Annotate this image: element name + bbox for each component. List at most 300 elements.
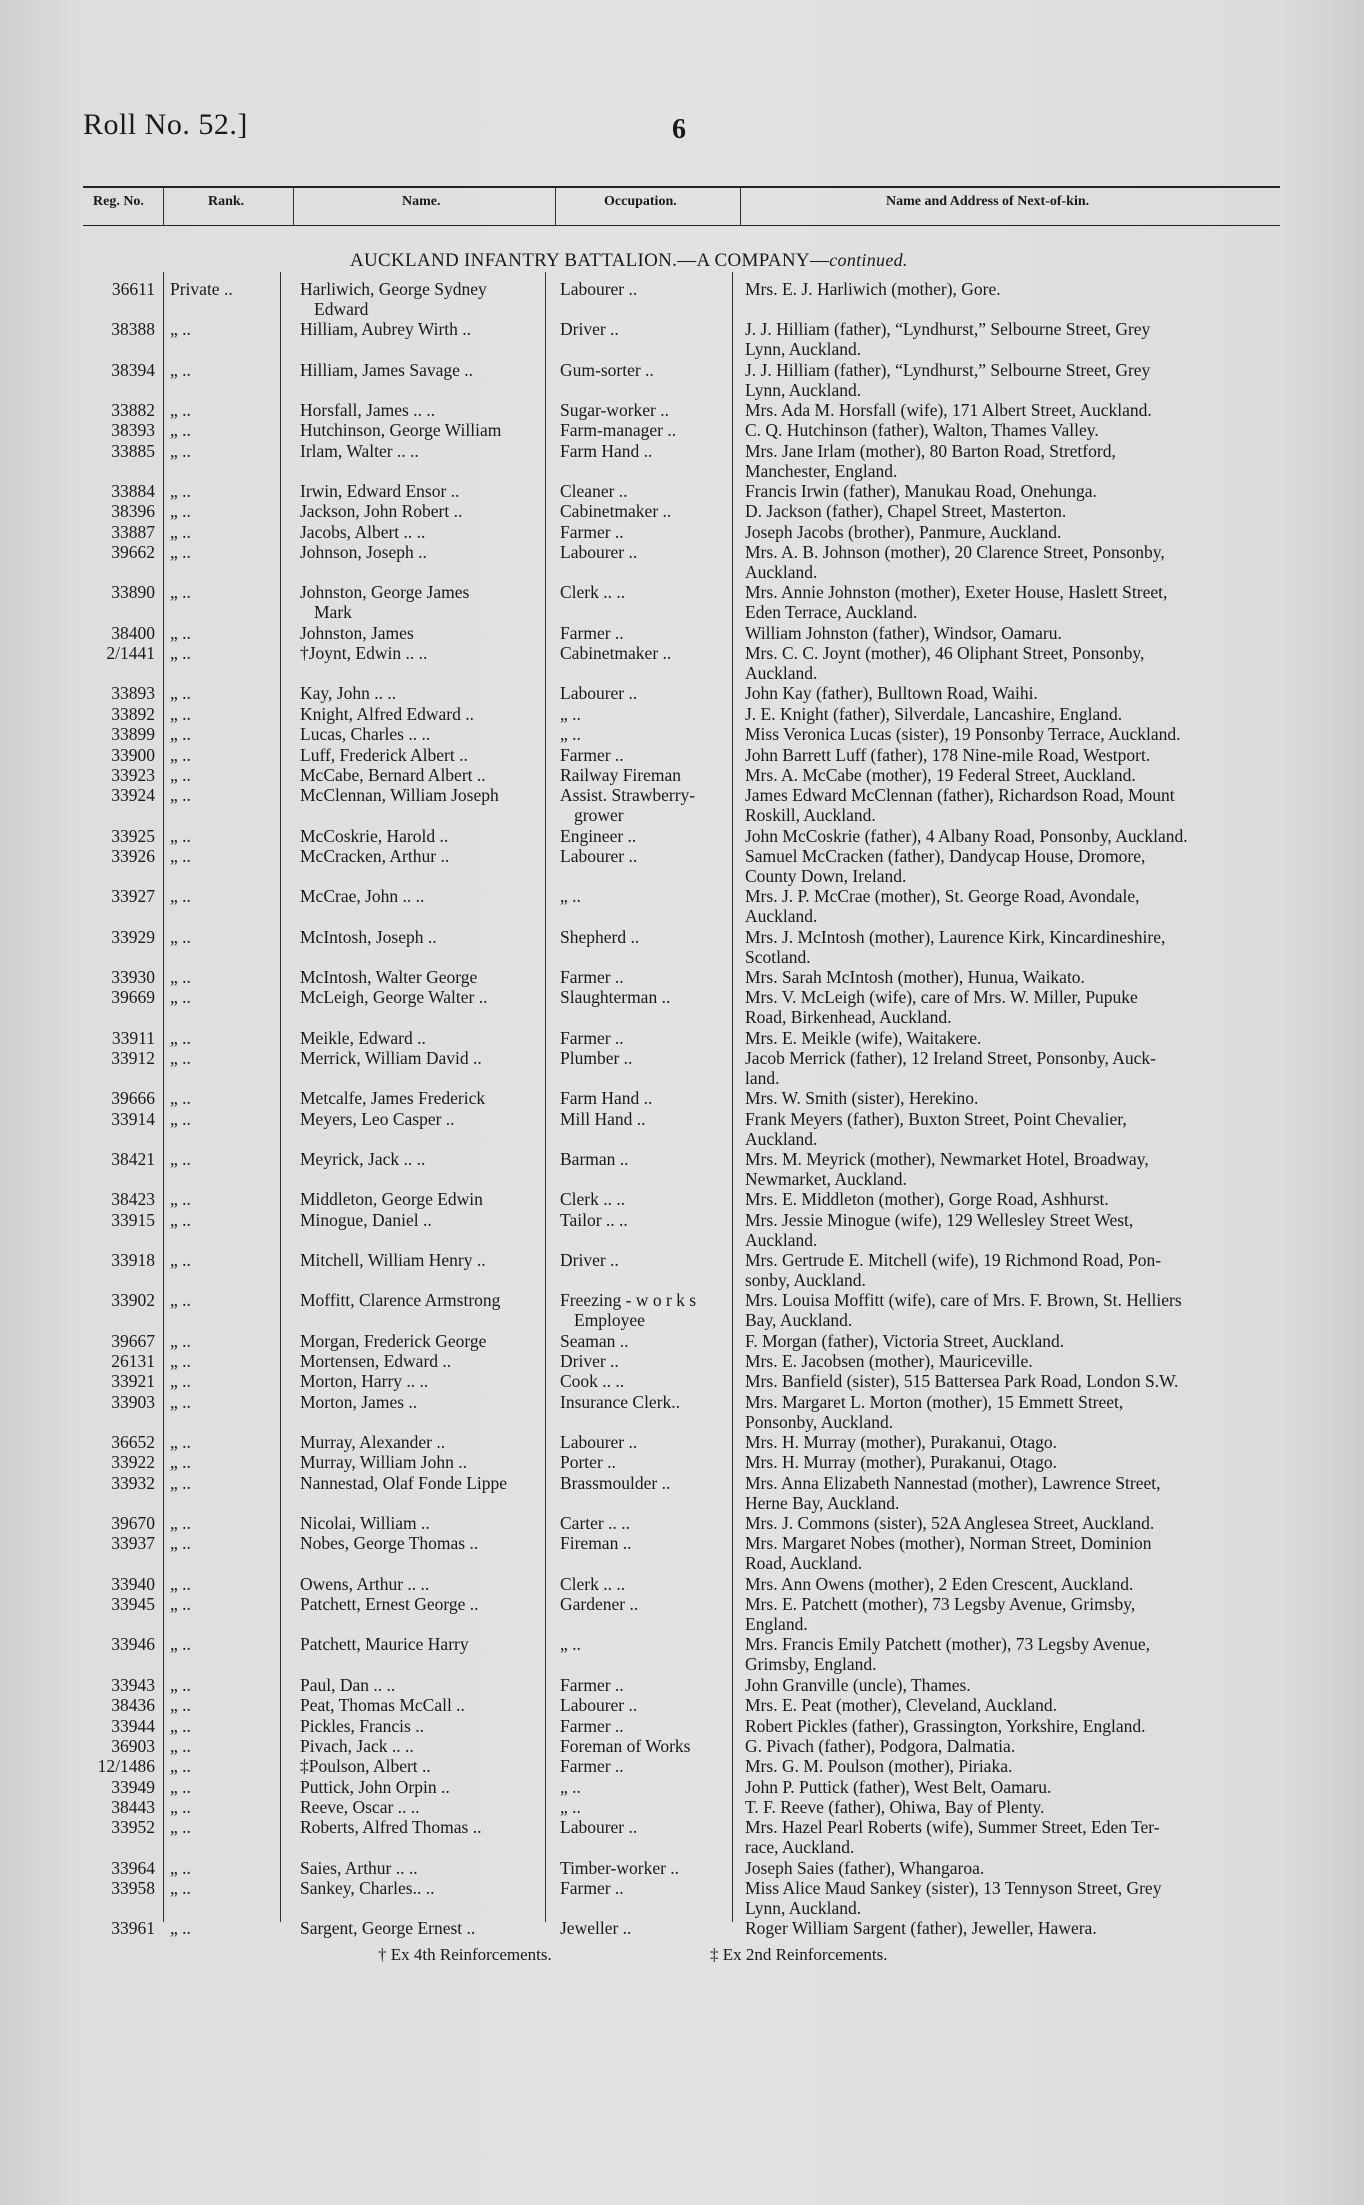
- reg-number-text: 36903: [111, 1735, 155, 1756]
- occupation-cell: [560, 987, 720, 1007]
- next-of-kin-cell: [745, 1250, 1285, 1290]
- next-of-kin-cell: [745, 643, 1285, 683]
- soldier-name-cell: [300, 643, 540, 663]
- occupation-text: „ ..: [560, 703, 581, 724]
- reg-number-cell: [60, 1878, 155, 1898]
- rank-cell: [170, 785, 280, 805]
- rank-text: „ ..: [170, 1047, 191, 1068]
- occupation-cell: [560, 400, 720, 420]
- rank-cell: [170, 826, 280, 846]
- occupation-text: Labourer ..: [560, 683, 638, 704]
- occupation-text: Cook .. ..: [560, 1371, 625, 1392]
- rank-text: „ ..: [170, 359, 191, 380]
- reg-number-cell: [60, 501, 155, 521]
- reg-number-cell: [60, 1918, 155, 1938]
- soldier-name-text: Saies, Arthur .. ..: [300, 1857, 418, 1878]
- occupation-text: Timber-worker ..: [560, 1857, 680, 1878]
- rank-text: „ ..: [170, 1472, 191, 1493]
- occupation-cell: [560, 360, 720, 380]
- next-of-kin-cell: [745, 1675, 1285, 1695]
- reg-number-text: 33911: [111, 1027, 155, 1048]
- reg-number-text: 33926: [111, 845, 155, 866]
- table-row: [0, 1371, 1364, 1391]
- soldier-name-cell: [300, 1432, 540, 1452]
- next-of-kin-text: Mrs. Jessie Minogue (wife), 129 Wellesley Street West,: [745, 1209, 1134, 1230]
- occupation-cell: [560, 1878, 720, 1898]
- rank-cell: [170, 582, 280, 602]
- reg-number-cell: [60, 1452, 155, 1472]
- reg-number-text: 33890: [111, 582, 155, 603]
- occupation-text: Foreman of Works: [560, 1735, 691, 1756]
- next-of-kin-continuation: sonby, Auckland.: [745, 1270, 866, 1290]
- next-of-kin-cell: [745, 826, 1285, 846]
- next-of-kin-text: Mrs. W. Smith (sister), Herekino.: [745, 1088, 979, 1109]
- table-row: [0, 846, 1364, 886]
- next-of-kin-text: John Barrett Luff (father), 178 Nine-mile Road, Westport.: [745, 744, 1151, 765]
- rank-text: „ ..: [170, 521, 191, 542]
- next-of-kin-cell: [745, 360, 1285, 400]
- next-of-kin-cell: [745, 582, 1285, 622]
- next-of-kin-cell: [745, 1736, 1285, 1756]
- table-row: [0, 1736, 1364, 1756]
- reg-number-cell: [60, 1675, 155, 1695]
- reg-number-cell: [60, 643, 155, 663]
- soldier-name-cell: [300, 1918, 540, 1938]
- footnote-fourth-reinforcements: † Ex 4th Reinforcements.: [378, 1945, 552, 1964]
- occupation-cell: [560, 846, 720, 866]
- next-of-kin-cell: [745, 1371, 1285, 1391]
- next-of-kin-text: Mrs. E. Peat (mother), Cleveland, Auckland.: [745, 1695, 1058, 1716]
- next-of-kin-cell: [745, 1777, 1285, 1797]
- soldier-name-cell: [300, 319, 540, 339]
- next-of-kin-cell: [745, 1210, 1285, 1250]
- soldier-name-cell: [300, 967, 540, 987]
- table-row: [0, 1432, 1364, 1452]
- column-header-occupation: Occupation.: [604, 194, 677, 209]
- occupation-text: Slaughterman ..: [560, 987, 671, 1008]
- occupation-text: „ ..: [560, 1796, 581, 1817]
- soldier-name-text: Murray, Alexander ..: [300, 1432, 446, 1453]
- next-of-kin-text: Mrs. A. B. Johnson (mother), 20 Clarence Street, Ponsonby,: [745, 542, 1165, 563]
- next-of-kin-continuation: Grimsby, England.: [745, 1654, 877, 1675]
- soldier-name-cell: [300, 886, 540, 906]
- next-of-kin-cell: [745, 1473, 1285, 1513]
- rank-text: „ ..: [170, 966, 191, 987]
- reg-number-cell: [60, 1594, 155, 1614]
- soldier-name-text: Johnston, George James: [300, 582, 470, 603]
- occupation-cell: [560, 1210, 720, 1230]
- next-of-kin-text: Mrs. E. Jacobsen (mother), Mauriceville.: [745, 1351, 1033, 1372]
- next-of-kin-text: Roger William Sargent (father), Jeweller, Hawera.: [745, 1918, 1097, 1939]
- occupation-text: Plumber ..: [560, 1047, 633, 1068]
- next-of-kin-continuation: Lynn, Auckland.: [745, 379, 862, 400]
- next-of-kin-text: Mrs. H. Murray (mother), Purakanui, Otago.: [745, 1432, 1058, 1453]
- table-row: [0, 481, 1364, 501]
- reg-number-text: 33914: [111, 1108, 155, 1129]
- table-row: [0, 1594, 1364, 1634]
- next-of-kin-cell: [745, 501, 1285, 521]
- table-row: [0, 1189, 1364, 1209]
- next-of-kin-text: Mrs. Annie Johnston (mother), Exeter House, Haslett Street,: [745, 582, 1168, 603]
- next-of-kin-cell: [745, 1918, 1285, 1938]
- soldier-name-cell: [300, 1189, 540, 1209]
- next-of-kin-text: Robert Pickles (father), Grassington, Yorkshire, England.: [745, 1715, 1146, 1736]
- table-row: [0, 522, 1364, 542]
- soldier-name-cell: [300, 1675, 540, 1695]
- next-of-kin-text: Mrs. Margaret Nobes (mother), Norman Street, Dominion: [745, 1533, 1152, 1554]
- next-of-kin-text: John McCoskrie (father), 4 Albany Road, Ponsonby, Auckland.: [745, 825, 1188, 846]
- next-of-kin-continuation: Scotland.: [745, 946, 811, 967]
- next-of-kin-cell: [745, 1392, 1285, 1432]
- reg-number-text: 38393: [111, 420, 155, 441]
- table-row: [0, 1777, 1364, 1797]
- rank-cell: [170, 1028, 280, 1048]
- rank-text: „ ..: [170, 420, 191, 441]
- occupation-text: Farmer ..: [560, 1674, 624, 1695]
- soldier-name-text: Johnston, James: [300, 622, 414, 643]
- rank-cell: [170, 1817, 280, 1837]
- reg-number-cell: [60, 400, 155, 420]
- reg-number-cell: [60, 582, 155, 602]
- soldier-name-text: Morton, James ..: [300, 1391, 418, 1412]
- rank-text: „ ..: [170, 1330, 191, 1351]
- reg-number-text: 33893: [111, 683, 155, 704]
- next-of-kin-text: C. Q. Hutchinson (father), Walton, Thames Valley.: [745, 420, 1099, 441]
- table-row: [0, 927, 1364, 967]
- next-of-kin-text: Mrs. E. Meikle (wife), Waitakere.: [745, 1027, 982, 1048]
- occupation-cell: [560, 1594, 720, 1614]
- rank-text: „ ..: [170, 1857, 191, 1878]
- next-of-kin-text: Mrs. J. Commons (sister), 52A Anglesea Street, Auckland.: [745, 1513, 1155, 1534]
- table-row: [0, 501, 1364, 521]
- soldier-name-text: McCabe, Bernard Albert ..: [300, 764, 486, 785]
- soldier-name-cell: [300, 704, 540, 724]
- table-row: [0, 967, 1364, 987]
- soldier-name-cell: [300, 582, 540, 622]
- soldier-name-cell: [300, 785, 540, 805]
- rank-text: „ ..: [170, 1290, 191, 1311]
- occupation-text: Driver ..: [560, 1351, 619, 1372]
- soldier-name-continuation: Mark: [314, 602, 352, 623]
- next-of-kin-cell: [745, 400, 1285, 420]
- next-of-kin-text: Francis Irwin (father), Manukau Road, Onehunga.: [745, 481, 1097, 502]
- reg-number-text: 33943: [111, 1674, 155, 1695]
- table-row: [0, 400, 1364, 420]
- occupation-cell: [560, 1777, 720, 1797]
- soldier-name-cell: [300, 1452, 540, 1472]
- soldier-name-text: McCrae, John .. ..: [300, 886, 425, 907]
- rank-cell: [170, 1392, 280, 1412]
- reg-number-text: 33952: [111, 1817, 155, 1838]
- reg-number-cell: [60, 1210, 155, 1230]
- soldier-name-text: Pivach, Jack .. ..: [300, 1735, 414, 1756]
- table-row: [0, 1109, 1364, 1149]
- occupation-cell: [560, 1250, 720, 1270]
- occupation-cell: [560, 1756, 720, 1776]
- table-row: [0, 441, 1364, 481]
- rank-cell: [170, 1432, 280, 1452]
- soldier-name-cell: [300, 420, 540, 440]
- occupation-text: Driver ..: [560, 319, 619, 340]
- rank-text: „ ..: [170, 1634, 191, 1655]
- soldier-name-cell: [300, 360, 540, 380]
- reg-number-text: 38421: [111, 1148, 155, 1169]
- table-row: [0, 1028, 1364, 1048]
- next-of-kin-text: Mrs. Ann Owens (mother), 2 Eden Crescent, Auckland.: [745, 1573, 1134, 1594]
- reg-number-cell: [60, 360, 155, 380]
- soldier-name-text: Lucas, Charles .. ..: [300, 724, 431, 745]
- table-row: [0, 765, 1364, 785]
- table-row: [0, 1878, 1364, 1918]
- occupation-cell: [560, 1736, 720, 1756]
- rank-cell: [170, 481, 280, 501]
- next-of-kin-cell: [745, 1878, 1285, 1918]
- rank-cell: [170, 1675, 280, 1695]
- reg-number-text: 33912: [111, 1047, 155, 1068]
- reg-number-cell: [60, 1473, 155, 1493]
- rank-cell: [170, 501, 280, 521]
- next-of-kin-text: Mrs. Jane Irlam (mother), 80 Barton Road, Stretford,: [745, 440, 1116, 461]
- soldier-name-cell: [300, 441, 540, 461]
- next-of-kin-text: James Edward McClennan (father), Richardson Road, Mount: [745, 785, 1175, 806]
- soldier-name-text: McClennan, William Joseph: [300, 785, 499, 806]
- occupation-cell: [560, 1473, 720, 1493]
- reg-number-text: 38436: [111, 1695, 155, 1716]
- reg-number-cell: [60, 1290, 155, 1310]
- occupation-cell: [560, 724, 720, 744]
- rank-cell: [170, 1574, 280, 1594]
- next-of-kin-text: Samuel McCracken (father), Dandycap House, Dromore,: [745, 845, 1146, 866]
- table-row: [0, 724, 1364, 744]
- occupation-text: Farmer ..: [560, 966, 624, 987]
- reg-number-cell: [60, 1716, 155, 1736]
- next-of-kin-cell: [745, 1149, 1285, 1189]
- rank-cell: [170, 683, 280, 703]
- table-row: [0, 1634, 1364, 1674]
- next-of-kin-text: J. J. Hilliam (father), “Lyndhurst,” Selbourne Street, Grey: [745, 319, 1151, 340]
- soldier-name-text: Horsfall, James .. ..: [300, 400, 436, 421]
- occupation-text: Clerk .. ..: [560, 1573, 626, 1594]
- column-header-next-of-kin: Name and Address of Next-of-kin.: [886, 194, 1090, 209]
- rank-cell: [170, 1878, 280, 1898]
- table-row: [0, 420, 1364, 440]
- next-of-kin-cell: [745, 623, 1285, 643]
- rank-cell: [170, 1777, 280, 1797]
- soldier-name-text: McCoskrie, Harold ..: [300, 825, 449, 846]
- next-of-kin-continuation: race, Auckland.: [745, 1837, 855, 1858]
- table-row: [0, 1574, 1364, 1594]
- table-row: [0, 279, 1364, 319]
- reg-number-cell: [60, 441, 155, 461]
- reg-number-cell: [60, 785, 155, 805]
- rank-text: „ ..: [170, 703, 191, 724]
- occupation-text: Mill Hand ..: [560, 1108, 646, 1129]
- rank-cell: [170, 1473, 280, 1493]
- occupation-text: Sugar-worker ..: [560, 400, 669, 421]
- next-of-kin-text: F. Morgan (father), Victoria Street, Auckland.: [745, 1330, 1065, 1351]
- column-header-name: Name.: [402, 194, 441, 209]
- occupation-cell: [560, 643, 720, 663]
- reg-number-cell: [60, 1189, 155, 1209]
- rank-text: „ ..: [170, 1533, 191, 1554]
- next-of-kin-text: Mrs. Gertrude E. Mitchell (wife), 19 Richmond Road, Pon-: [745, 1250, 1162, 1270]
- reg-number-text: 38423: [111, 1189, 155, 1210]
- rank-cell: [170, 522, 280, 542]
- next-of-kin-cell: [745, 279, 1285, 299]
- soldier-name-text: Reeve, Oscar .. ..: [300, 1796, 420, 1817]
- rank-cell: [170, 1109, 280, 1129]
- rank-text: „ ..: [170, 440, 191, 461]
- soldier-name-cell: [300, 846, 540, 866]
- table-row: [0, 745, 1364, 765]
- reg-number-text: 33946: [111, 1634, 155, 1655]
- reg-number-cell: [60, 704, 155, 724]
- soldier-name-cell: [300, 501, 540, 521]
- soldier-name-text: Mitchell, William Henry ..: [300, 1250, 486, 1270]
- occupation-text: Labourer ..: [560, 1432, 638, 1453]
- occupation-text: Gardener ..: [560, 1594, 639, 1615]
- reg-number-cell: [60, 745, 155, 765]
- next-of-kin-continuation: Herne Bay, Auckland.: [745, 1492, 900, 1513]
- occupation-text: Porter ..: [560, 1452, 616, 1473]
- occupation-text: „ ..: [560, 724, 581, 745]
- rank-text: „ ..: [170, 1817, 191, 1838]
- soldier-name-cell: [300, 683, 540, 703]
- occupation-cell: [560, 745, 720, 765]
- occupation-cell: [560, 1048, 720, 1068]
- rank-cell: [170, 1533, 280, 1553]
- soldier-name-text: Luff, Frederick Albert ..: [300, 744, 468, 765]
- rank-cell: [170, 1250, 280, 1270]
- soldier-name-cell: [300, 1574, 540, 1594]
- next-of-kin-cell: [745, 441, 1285, 481]
- reg-number-text: 33949: [111, 1776, 155, 1797]
- reg-number-cell: [60, 1797, 155, 1817]
- reg-number-cell: [60, 481, 155, 501]
- table-row: [0, 1088, 1364, 1108]
- next-of-kin-continuation: Newmarket, Auckland.: [745, 1168, 907, 1189]
- next-of-kin-text: Jacob Merrick (father), 12 Ireland Street, Ponsonby, Auck-: [745, 1047, 1156, 1068]
- occupation-cell: [560, 927, 720, 947]
- soldier-name-cell: [300, 1858, 540, 1878]
- occupation-text: Farm-manager ..: [560, 420, 677, 441]
- rank-cell: [170, 1513, 280, 1533]
- reg-number-text: 39670: [111, 1513, 155, 1534]
- rank-cell: [170, 1716, 280, 1736]
- next-of-kin-cell: [745, 1513, 1285, 1533]
- occupation-cell: [560, 420, 720, 440]
- soldier-name-cell: [300, 481, 540, 501]
- rank-cell: [170, 1797, 280, 1817]
- reg-number-cell: [60, 1858, 155, 1878]
- soldier-name-cell: [300, 1331, 540, 1351]
- rank-text: „ ..: [170, 1209, 191, 1230]
- rank-cell: [170, 1695, 280, 1715]
- soldier-name-cell: [300, 745, 540, 765]
- occupation-text: Farmer ..: [560, 1756, 624, 1777]
- occupation-cell: [560, 683, 720, 703]
- reg-number-cell: [60, 1513, 155, 1533]
- next-of-kin-continuation: County Down, Ireland.: [745, 865, 907, 886]
- next-of-kin-text: Mrs. J. McIntosh (mother), Laurence Kirk, Kincardineshire,: [745, 926, 1166, 947]
- soldier-name-text: Paul, Dan .. ..: [300, 1674, 396, 1695]
- soldier-name-cell: [300, 1594, 540, 1614]
- rank-text: „ ..: [170, 1371, 191, 1392]
- reg-number-cell: [60, 1756, 155, 1776]
- soldier-name-text: Patchett, Maurice Harry: [300, 1634, 469, 1655]
- occupation-text: Jeweller ..: [560, 1918, 632, 1939]
- table-row: [0, 1048, 1364, 1088]
- occupation-cell: [560, 785, 720, 825]
- occupation-text: Clerk .. ..: [560, 1189, 626, 1210]
- header-top-rule: [83, 186, 1280, 188]
- next-of-kin-cell: [745, 927, 1285, 967]
- soldier-name-text: Owens, Arthur .. ..: [300, 1573, 430, 1594]
- reg-number-text: 33940: [111, 1573, 155, 1594]
- next-of-kin-cell: [745, 1109, 1285, 1149]
- soldier-name-text: Harliwich, George Sydney: [300, 279, 487, 299]
- soldier-name-text: Irlam, Walter .. ..: [300, 440, 419, 461]
- soldier-name-cell: [300, 542, 540, 562]
- soldier-name-cell: [300, 765, 540, 785]
- soldier-name-text: McIntosh, Joseph ..: [300, 926, 437, 947]
- column-header-reg: Reg. No.: [93, 194, 144, 209]
- occupation-cell: [560, 1088, 720, 1108]
- reg-number-text: 38388: [111, 319, 155, 340]
- next-of-kin-cell: [745, 1432, 1285, 1452]
- occupation-text: Farmer ..: [560, 744, 624, 765]
- rank-cell: [170, 927, 280, 947]
- rank-cell: [170, 745, 280, 765]
- next-of-kin-cell: [745, 481, 1285, 501]
- reg-number-text: 33887: [111, 521, 155, 542]
- next-of-kin-cell: [745, 683, 1285, 703]
- soldier-name-cell: [300, 1473, 540, 1493]
- reg-number-cell: [60, 1533, 155, 1553]
- soldier-name-cell: [300, 1109, 540, 1129]
- rank-text: „ ..: [170, 1695, 191, 1716]
- occupation-cell: [560, 1634, 720, 1654]
- soldier-name-text: ‡Poulson, Albert ..: [300, 1756, 431, 1777]
- next-of-kin-text: Joseph Jacobs (brother), Panmure, Auckland.: [745, 521, 1062, 542]
- reg-number-text: 33964: [111, 1857, 155, 1878]
- soldier-name-cell: [300, 279, 540, 319]
- soldier-name-text: Murray, William John ..: [300, 1452, 467, 1473]
- occupation-text: Brassmoulder ..: [560, 1472, 671, 1493]
- rank-cell: [170, 987, 280, 1007]
- next-of-kin-continuation: Road, Auckland.: [745, 1553, 863, 1574]
- next-of-kin-cell: [745, 1189, 1285, 1209]
- reg-number-text: 33944: [111, 1715, 155, 1736]
- reg-number-cell: [60, 1371, 155, 1391]
- rank-text: „ ..: [170, 1877, 191, 1898]
- occupation-cell: [560, 1331, 720, 1351]
- next-of-kin-text: John P. Puttick (father), West Belt, Oamaru.: [745, 1776, 1052, 1797]
- reg-number-text: 33899: [111, 724, 155, 745]
- soldier-name-cell: [300, 1290, 540, 1310]
- next-of-kin-text: D. Jackson (father), Chapel Street, Masterton.: [745, 501, 1067, 522]
- next-of-kin-text: Mrs. E. Patchett (mother), 73 Legsby Avenue, Grimsby,: [745, 1594, 1136, 1615]
- column-header-rank: Rank.: [208, 194, 245, 209]
- rank-cell: [170, 400, 280, 420]
- reg-number-text: 38396: [111, 501, 155, 522]
- next-of-kin-cell: [745, 1695, 1285, 1715]
- table-row: [0, 1473, 1364, 1513]
- next-of-kin-continuation: Auckland.: [745, 562, 818, 583]
- rank-text: „ ..: [170, 1452, 191, 1473]
- occupation-cell: [560, 623, 720, 643]
- reg-number-cell: [60, 765, 155, 785]
